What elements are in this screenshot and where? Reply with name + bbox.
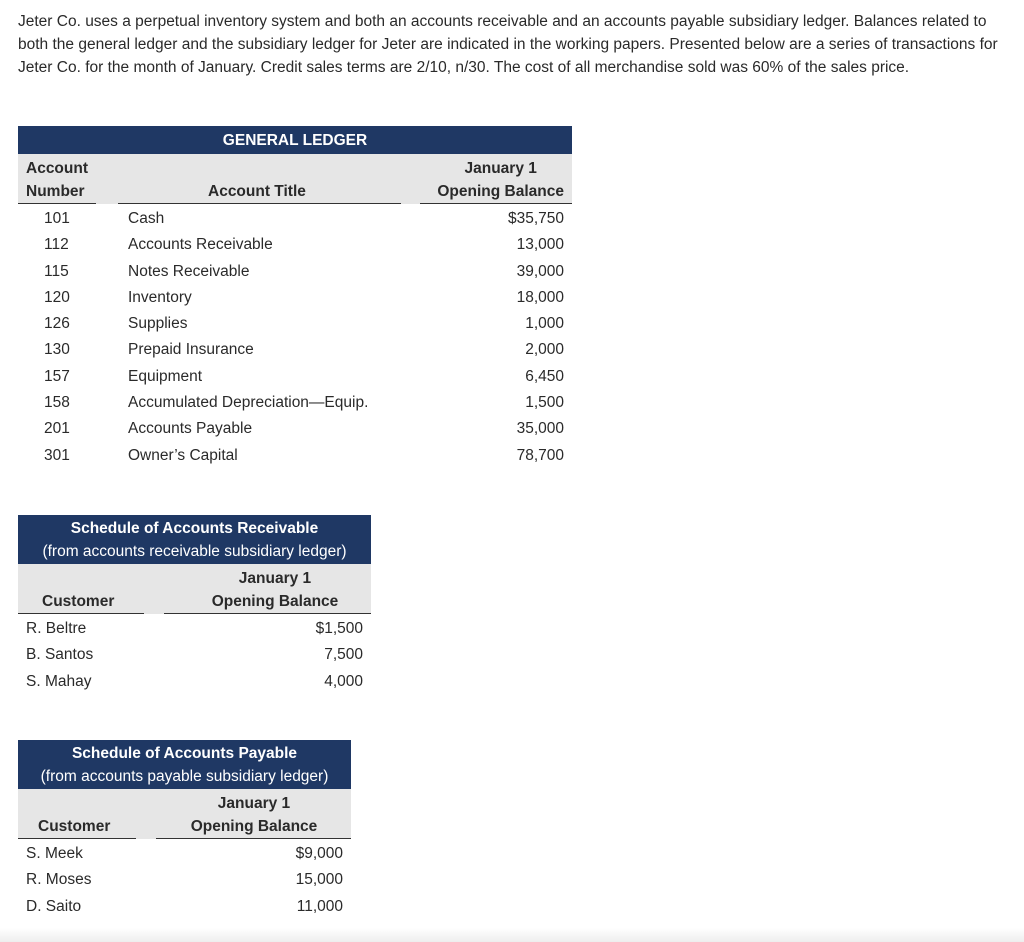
account-title: Accumulated Depreciation—Equip. (128, 394, 369, 412)
header-underline (18, 203, 96, 204)
table-row (18, 232, 572, 258)
ar-column-headers (18, 564, 371, 614)
opening-balance: 39,000 (516, 262, 564, 280)
table-row (18, 364, 572, 390)
table-row (18, 642, 371, 668)
ap-schedule-subtitle: (from accounts payable subsidiary ledger) (40, 768, 329, 785)
account-number: 158 (44, 394, 70, 412)
table-row (18, 311, 572, 337)
header-underline (156, 838, 351, 839)
account-number-header: Account Number (26, 160, 88, 200)
table-row (18, 841, 351, 867)
customer-name: R. Beltre (26, 620, 87, 637)
account-title: Cash (128, 210, 165, 227)
table-row (18, 390, 572, 416)
intro-paragraph: Jeter Co. uses a perpetual inventory system and both an accounts receivable and an accounts payable subsidiary ledger. Balances related to both the general ledger and the subsidiary ledger for Jeter are indicated in the working papers. Presented below are a series of transactions for Jeter Co. for the month of January. Credit sales terms are 2/10, n/30. The cost of all merchandise sold was 60% of the sales price. (18, 13, 998, 76)
opening-balance: 7,500 (324, 646, 363, 664)
ap-schedule-title: Schedule of Accounts Payable (71, 745, 298, 762)
customer-name: D. Saito (26, 897, 82, 915)
general-ledger-column-headers (18, 154, 572, 204)
account-number: 130 (44, 341, 70, 359)
table-row (18, 669, 371, 695)
opening-balance: 11,000 (296, 897, 343, 915)
opening-balance: 2,000 (525, 341, 564, 359)
opening-balance: 4,000 (324, 672, 363, 690)
customer-header: Customer (38, 818, 111, 835)
account-title: Equipment (128, 367, 203, 385)
header-underline (18, 613, 144, 614)
table-row (18, 285, 572, 311)
opening-balance-header: January 1 Opening Balance (211, 570, 339, 610)
customer-header: Customer (42, 593, 115, 610)
account-number: 120 (44, 288, 70, 306)
ar-schedule-subtitle: (from accounts receivable subsidiary ledger) (42, 543, 347, 560)
ap-schedule-header (18, 740, 351, 789)
customer-name: B. Santos (26, 646, 94, 664)
general-ledger-title: GENERAL LEDGER (18, 126, 572, 154)
ap-column-headers (18, 789, 351, 839)
opening-balance: $1,500 (315, 620, 363, 637)
accounts-receivable-schedule (18, 515, 371, 695)
account-number: 157 (44, 367, 70, 385)
table-row (18, 337, 572, 363)
table-row (18, 259, 572, 285)
account-title-header: Account Title (208, 183, 306, 200)
opening-balance: 1,000 (525, 315, 564, 333)
header-underline (18, 838, 136, 839)
opening-balance: 18,000 (516, 288, 564, 306)
account-number: 115 (44, 262, 69, 280)
table-row (18, 206, 572, 232)
table-row (18, 894, 351, 920)
opening-balance: 35,000 (516, 420, 564, 438)
ar-schedule-title: Schedule of Accounts Receivable (70, 520, 319, 537)
account-number: 112 (44, 236, 69, 254)
table-row (18, 443, 572, 469)
account-title: Accounts Receivable (128, 236, 273, 254)
accounts-payable-schedule (18, 740, 351, 920)
account-number: 201 (44, 420, 70, 438)
account-title: Inventory (128, 288, 192, 306)
table-row (18, 867, 351, 893)
account-title: Prepaid Insurance (128, 341, 254, 359)
opening-balance: 1,500 (525, 394, 564, 412)
account-title: Supplies (128, 315, 188, 333)
header-underline (164, 613, 371, 614)
table-row (18, 616, 371, 642)
opening-balance-header: January 1 Opening Balance (190, 795, 318, 835)
bottom-fade (0, 928, 1024, 942)
table-row (18, 416, 572, 442)
opening-balance: 13,000 (516, 236, 564, 254)
opening-balance: $9,000 (295, 845, 343, 862)
account-number: 126 (44, 315, 70, 333)
customer-name: R. Moses (26, 871, 92, 889)
account-title: Owner’s Capital (128, 446, 238, 464)
opening-balance: 15,000 (295, 871, 343, 889)
ar-schedule-header (18, 515, 371, 564)
account-title: Accounts Payable (128, 420, 253, 438)
opening-balance-header: January 1 Opening Balance (437, 160, 564, 200)
account-number: 301 (44, 446, 70, 464)
opening-balance: 6,450 (525, 367, 564, 385)
account-title: Notes Receivable (128, 262, 250, 280)
opening-balance: 78,700 (516, 446, 564, 464)
header-underline (118, 203, 401, 204)
customer-name: S. Mahay (26, 672, 92, 690)
general-ledger-table (18, 126, 572, 469)
opening-balance: $35,750 (507, 210, 564, 227)
header-underline (420, 203, 572, 204)
customer-name: S. Meek (26, 845, 83, 862)
account-number: 101 (44, 210, 70, 227)
